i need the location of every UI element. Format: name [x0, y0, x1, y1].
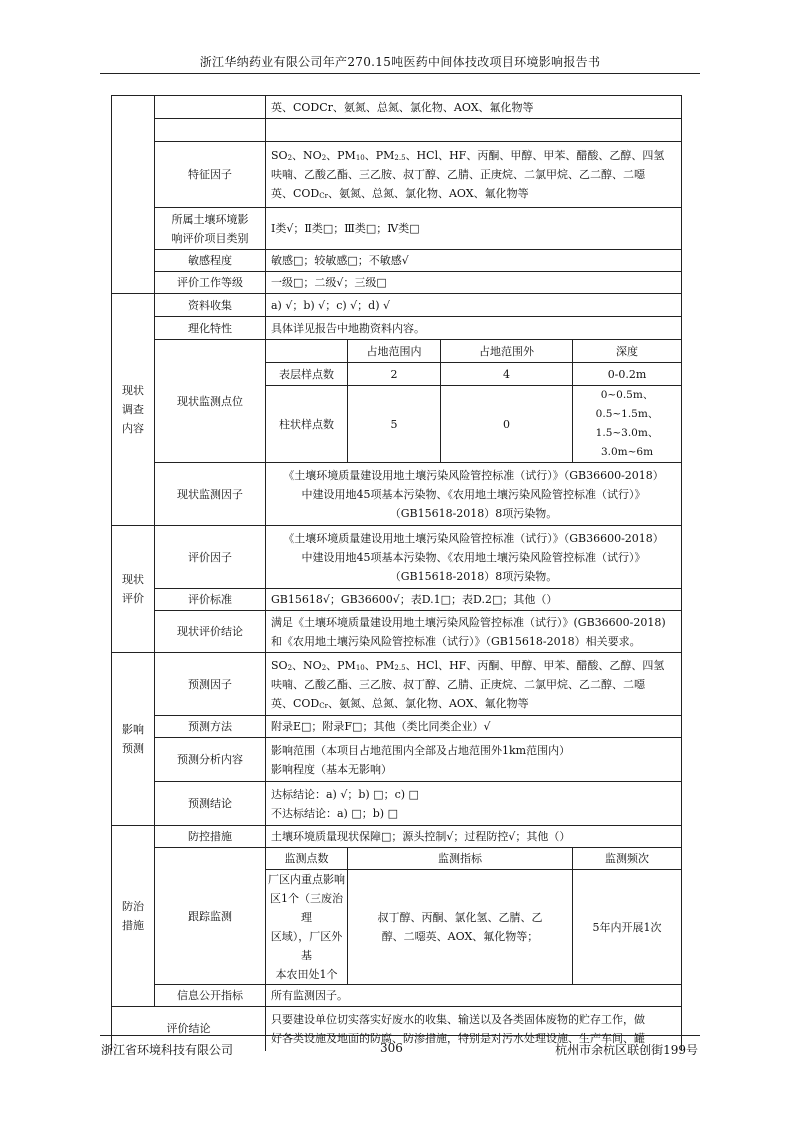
evaluation-section-label: 现状 评价	[112, 526, 155, 653]
footer-address: 杭州市余杭区联创街199号	[555, 1043, 698, 1057]
evaluation-conclusion-label: 现状评价结论	[155, 611, 266, 653]
prediction-method-label: 预测方法	[155, 716, 266, 738]
work-grade-value: 一级□；二级√；三级□	[266, 272, 682, 294]
data-collection-label: 资料收集	[155, 294, 266, 317]
header-depth: 深度	[573, 340, 682, 363]
final-conclusion-label: 评价结论	[112, 1007, 266, 1051]
data-collection-value: a) √；b) √；c) √；d) √	[266, 294, 682, 317]
evaluation-conclusion-value: 满足《土壤环境质量建设用地土壤污染风险管控标准（试行）》(GB36600-2018) 和《农用地土壤污染风险管控标准（试行）》（GB15618-2018）相关要求。	[266, 611, 682, 653]
prediction-factors-label: 预测因子	[155, 653, 266, 716]
continued-factors: 英、CODCr、氨氮、总氮、氯化物、AOX、氟化物等	[266, 96, 682, 119]
disclosure-label: 信息公开指标	[155, 985, 266, 1007]
prediction-section-label: 影响 预测	[112, 653, 155, 826]
disclosure-value: 所有监测因子。	[266, 985, 682, 1007]
column-inside: 5	[348, 386, 441, 463]
evaluation-factors-label: 评价因子	[155, 526, 266, 589]
soil-assessment-table	[111, 95, 682, 1051]
footer-company: 浙江省环境科技有限公司	[101, 1043, 234, 1057]
feature-factors-value: $SO_2$、$NO_2$、$PM_{10}$、$PM_{2.5}$、HCl、HF、丙酮、甲醇、甲苯、醋酸、乙醇、四氢 呋喃、乙酸乙酯、三乙胺、叔丁醇、乙腈、正庚烷、二氯甲烷、乙二醇、二噁 英、$COD_{Cr}$、氨氮、总氮、氯化物、AOX、氟化物等	[266, 142, 682, 208]
tracking-points: 厂区内重点影响 区1个（三废治理 区域），厂区外基 本农田处1个	[266, 870, 348, 985]
surface-samples-label: 表层样点数	[266, 363, 348, 386]
column-outside: 0	[441, 386, 573, 463]
monitoring-factors-label: 现状监测因子	[155, 463, 266, 526]
physchem-value: 具体详见报告中地勘资料内容。	[266, 317, 682, 340]
surface-depth: 0-0.2m	[573, 363, 682, 386]
prediction-conclusion-value: 达标结论：a) √；b) □；c) □ 不达标结论：a) □；b) □	[266, 782, 682, 826]
prediction-conclusion-label: 预测结论	[155, 782, 266, 826]
tracking-monitoring-label: 跟踪监测	[155, 848, 266, 985]
evaluation-standard-label: 评价标准	[155, 589, 266, 611]
page-header: 浙江华纳药业有限公司年产270.15吨医药中间体技改项目环境影响报告书	[199, 55, 601, 69]
physchem-label: 理化特性	[155, 317, 266, 340]
project-category-label: 所属土壤环境影 响评价项目类别	[155, 208, 266, 250]
survey-section-label: 现状 调查 内容	[112, 294, 155, 526]
prediction-analysis-value: 影响范围（本项目占地范围内全部及占地范围外1km范围内） 影响程度（基本无影响）	[266, 738, 682, 782]
column-samples-label: 柱状样点数	[266, 386, 348, 463]
work-grade-label: 评价工作等级	[155, 272, 266, 294]
header-outside: 占地范围外	[441, 340, 573, 363]
tracking-header-indicators: 监测指标	[348, 848, 573, 870]
prediction-method-value: 附录E□；附录F□；其他（类比同类企业）√	[266, 716, 682, 738]
surface-inside: 2	[348, 363, 441, 386]
header-divider	[100, 73, 700, 74]
tracking-indicators: 叔丁醇、丙酮、氯化氢、乙腈、乙 醇、二噁英、AOX、氟化物等；	[348, 870, 573, 985]
sensitivity-value: 敏感□；较敏感□；不敏感√	[266, 250, 682, 272]
project-category-value: Ⅰ类√；Ⅱ类□；Ⅲ类□；Ⅳ类□	[266, 208, 682, 250]
evaluation-factors-value: 《土壤环境质量建设用地土壤污染风险管控标准（试行）》（GB36600-2018） 中建设用地45项基本污染物、《农用地土壤污染风险管控标准（试行）》 （GB15618-2018）8项污染物。	[266, 526, 682, 589]
section-cell-blank	[112, 96, 155, 294]
column-depth: 0~0.5m、0.5~1.5m、1.5~3.0m、 3.0m~6m	[573, 386, 682, 463]
final-conclusion-value: 只要建设单位切实落实好废水的收集、输送以及各类固体废物的贮存工作，做 好各类设施及地面的防腐、防渗措施，特别是对污水处理设施、生产车间、罐	[266, 1007, 682, 1051]
sensitivity-label: 敏感程度	[155, 250, 266, 272]
tracking-header-frequency: 监测频次	[573, 848, 682, 870]
header-inside: 占地范围内	[348, 340, 441, 363]
control-measures-value: 土壤环境质量现状保障□；源头控制√；过程防控√；其他（）	[266, 826, 682, 848]
prediction-factors-value: $SO_2$、$NO_2$、$PM_{10}$、$PM_{2.5}$、HCl、HF、丙酮、甲醇、甲苯、醋酸、乙醇、四氢 呋喃、乙酸乙酯、三乙胺、叔丁醇、乙腈、正庚烷、二氯甲烷、乙二醇、二噁 英、$COD_{Cr}$、氨氮、总氮、氯化物、AOX、氟化物等	[266, 653, 682, 716]
monitoring-points-label: 现状监测点位	[155, 340, 266, 463]
prediction-analysis-label: 预测分析内容	[155, 738, 266, 782]
tracking-frequency: 5年内开展1次	[573, 870, 682, 985]
surface-outside: 4	[441, 363, 573, 386]
tracking-header-points: 监测点数	[266, 848, 348, 870]
monitoring-factors-value: 《土壤环境质量建设用地土壤污染风险管控标准（试行）》（GB36600-2018） 中建设用地45项基本污染物、《农用地土壤污染风险管控标准（试行）》 （GB15618-2018）8项污染物。	[266, 463, 682, 526]
page-number: 306	[380, 1041, 403, 1055]
prevention-section-label: 防治 措施	[112, 826, 155, 1007]
evaluation-standard-value: GB15618√；GB36600√；表D.1□；表D.2□；其他（）	[266, 589, 682, 611]
footer-divider	[100, 1035, 700, 1036]
control-measures-label: 防控措施	[155, 826, 266, 848]
feature-factors-label: 特征因子	[155, 142, 266, 208]
